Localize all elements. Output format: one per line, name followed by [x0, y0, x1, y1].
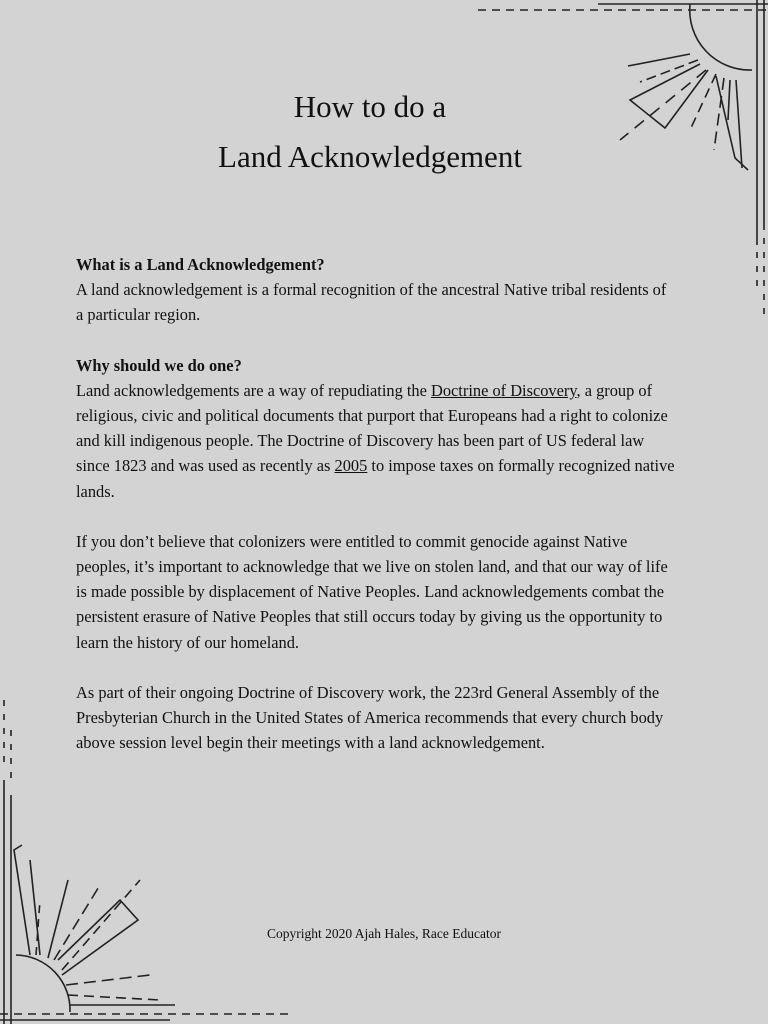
year-2005-link[interactable]: 2005	[334, 456, 368, 476]
copyright-footer: Copyright 2020 Ajah Hales, Race Educator	[267, 926, 501, 941]
section-why-body-part2: , a group of religious, civic and political documents that purport that Europeans had a right to colonize and kill indigenous people. The Doctrine of Discovery has been part of US federal law since 1823 and was used as recently as	[76, 380, 668, 476]
section-why	[76, 353, 676, 504]
paragraph-general-assembly: As part of their ongoing Doctrine of Discovery work, the 223rd General Assembly of the Presbyterian Church in the United States of America recommends that every church body above session level begin their meetings with a land acknowledgement.	[76, 682, 664, 753]
section-what	[76, 252, 676, 328]
page-title	[0, 82, 740, 182]
title-line-2: Land Acknowledgement	[218, 139, 522, 174]
section-why-body-part3: to impose taxes on formally recognized native lands.	[76, 456, 675, 501]
main-content	[76, 252, 676, 780]
title-line-1: How to do a	[293, 89, 447, 124]
paragraph-stolen-land: If you don’t believe that colonizers were entitled to commit genocide against Native peoples, it’s important to acknowledge that we live on stolen land, and that our way of life is made possible by displacement of Native Peoples. Land acknowledgements combat the persistent erasure of Native Peoples that still occurs today by giving us the opportunity to learn the history of our homeland.	[76, 531, 668, 652]
section-what-heading: What is a Land Acknowledgement?	[76, 255, 325, 274]
section-why-heading: Why should we do one?	[76, 355, 242, 375]
section-why-body-part1: Land acknowledgements are a way of repudiating the	[76, 380, 431, 400]
section-what-body: A land acknowledgement is a formal recognition of the ancestral Native tribal residents of a particular region.	[76, 280, 667, 325]
doctrine-of-discovery-link[interactable]: Doctrine of Discovery	[431, 380, 577, 400]
